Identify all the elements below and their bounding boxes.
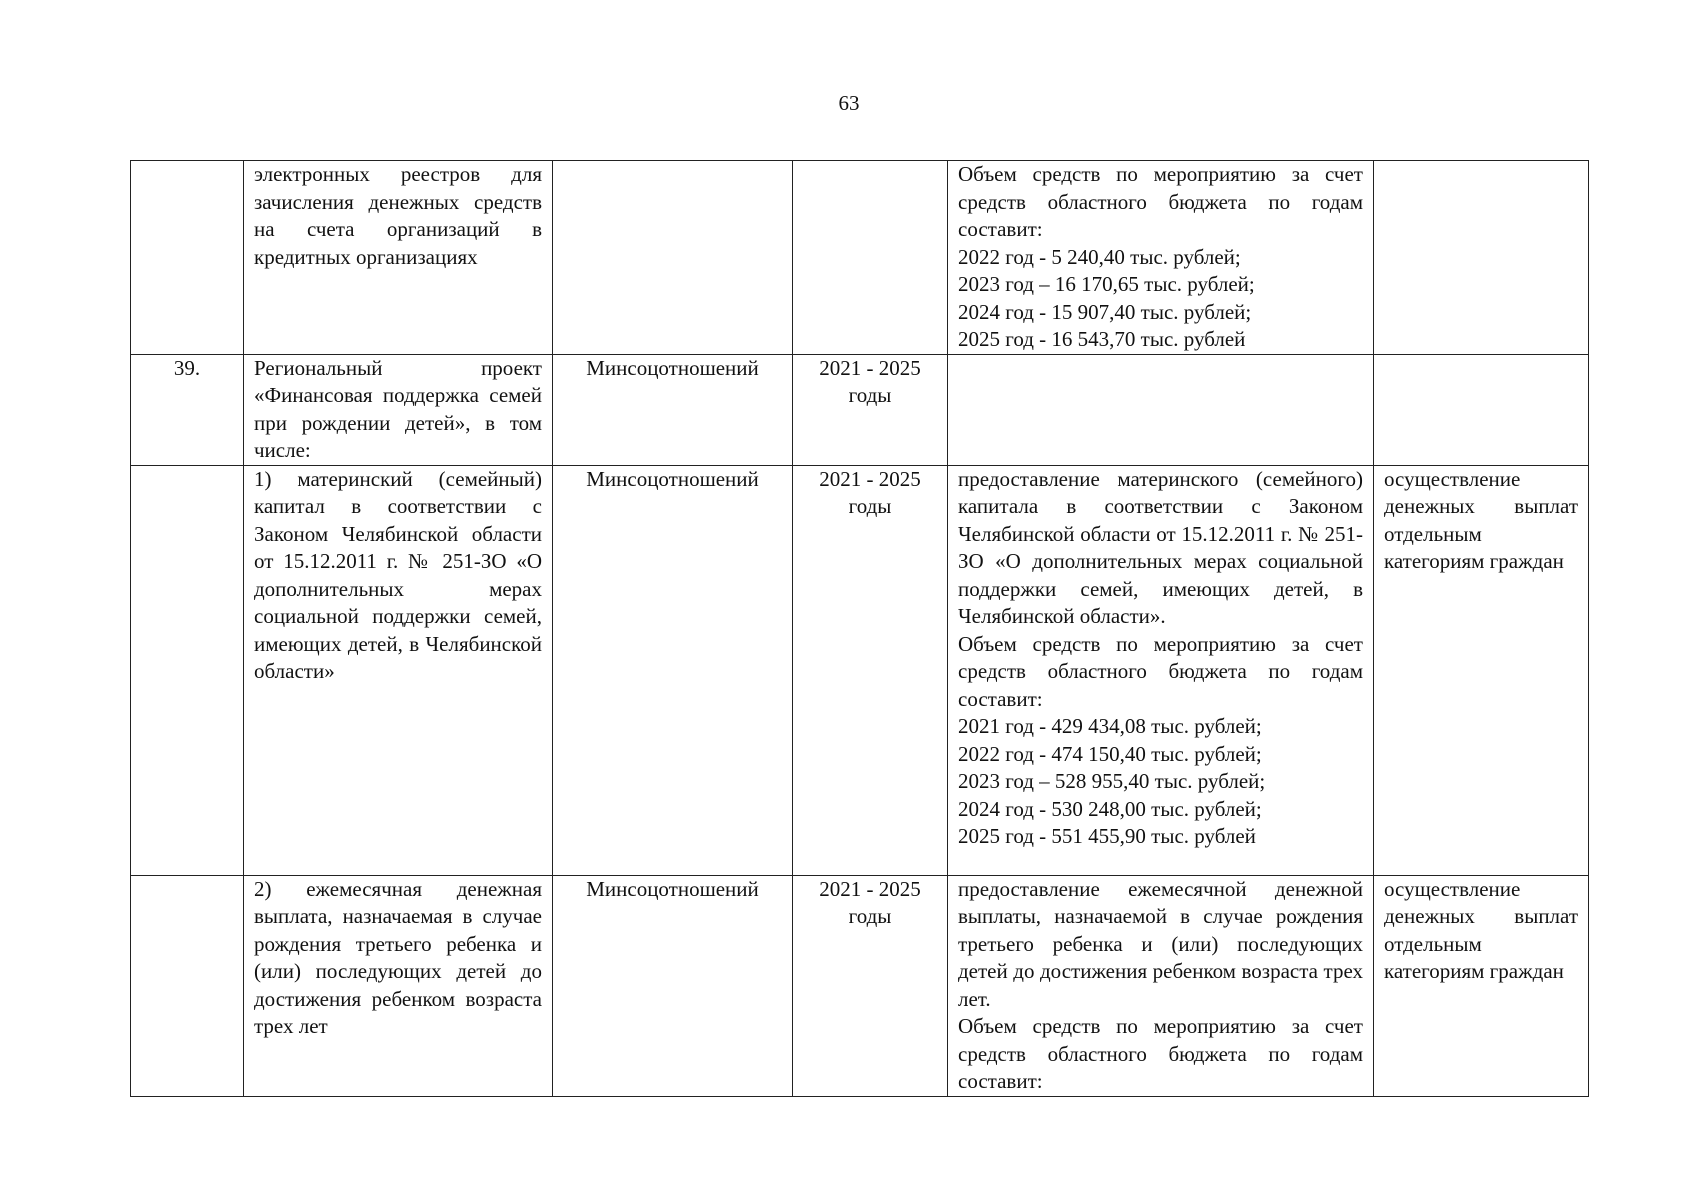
table-row — [131, 465, 1589, 875]
executor-cell: Минсоцотношений — [553, 354, 793, 465]
measure-name-cell: 1) материнский (семейный) капитал в соответствии с Законом Челябинской области от 15.12.2011 г. № 251-ЗО «О дополнительных мерах социальной поддержки семей, имеющих детей, в Челябинской области» — [244, 465, 553, 875]
description-cell — [948, 465, 1374, 875]
description-line: 2021 год - 429 434,08 тыс. рублей; — [958, 714, 1262, 738]
period-cell — [793, 161, 948, 355]
description-line: 2022 год - 5 240,40 тыс. рублей; — [958, 244, 1241, 269]
measure-name-cell: 2) ежемесячная денежная выплата, назначаемая в случае рождения третьего ребенка и (или) последующих детей до достижения ребенком возраста трех лет — [244, 875, 553, 1096]
measure-name-cell: Региональный проект «Финансовая поддержка семей при рождении детей», в том числе: — [244, 354, 553, 465]
result-cell: осуществление денежных выплат отдельным категориям граждан — [1374, 875, 1589, 1096]
description-line: 2025 год - 551 455,90 тыс. рублей — [958, 824, 1256, 848]
table-row — [131, 354, 1589, 465]
description-line: Объем средств по мероприятию за счет средств областного бюджета по годам составит: — [958, 162, 1363, 241]
description-line: 2025 год - 16 543,70 тыс. рублей — [958, 327, 1246, 351]
executor-cell — [553, 161, 793, 355]
period-cell: 2021 - 2025 годы — [793, 465, 948, 875]
result-cell — [1374, 354, 1589, 465]
executor-cell: Минсоцотношений — [553, 875, 793, 1096]
table-row — [131, 875, 1589, 1096]
result-cell — [1374, 161, 1589, 355]
description-line: 2023 год – 528 955,40 тыс. рублей; — [958, 769, 1266, 793]
executor-cell: Минсоцотношений — [553, 465, 793, 875]
row-number-cell — [131, 875, 244, 1096]
description-line: Объем средств по мероприятию за счет средств областного бюджета по годам составит: — [958, 631, 1363, 711]
description-cell — [948, 354, 1374, 465]
description-cell — [948, 875, 1374, 1096]
description-line: предоставление ежемесячной денежной выплаты, назначаемой в случае рождения третьего ребенка и (или) последующих детей до достижения ребенком возраста трех лет. — [958, 876, 1363, 1011]
table-row — [131, 161, 1589, 355]
row-number-cell — [131, 465, 244, 875]
description-line: 2023 год – 16 170,65 тыс. рублей; — [958, 272, 1255, 296]
row-number-cell: 39. — [131, 354, 244, 465]
result-cell: осуществление денежных выплат отдельным категориям граждан — [1374, 465, 1589, 875]
description-line: Объем средств по мероприятию за счет средств областного бюджета по годам составит: — [958, 1014, 1363, 1093]
measure-name-cell: электронных реестров для зачисления денежных средств на счета организаций в кредитных организациях — [244, 161, 553, 355]
description-line: 2022 год - 474 150,40 тыс. рублей; — [958, 741, 1262, 766]
page-number: 63 — [838, 91, 860, 115]
description-line: предоставление материнского (семейного) капитала в соответствии с Законом Челябинской области от 15.12.2011 г. № 251-ЗО «О дополнительных мерах социальной поддержки семей, имеющих детей, в Челябинской области». — [958, 466, 1363, 628]
description-cell — [948, 161, 1374, 355]
description-line: 2024 год - 15 907,40 тыс. рублей; — [958, 299, 1252, 324]
period-cell: 2021 - 2025 годы — [793, 875, 948, 1096]
description-line: 2024 год - 530 248,00 тыс. рублей; — [958, 796, 1262, 821]
row-number-cell — [131, 161, 244, 355]
measures-table — [130, 160, 1589, 1097]
period-cell: 2021 - 2025 годы — [793, 354, 948, 465]
